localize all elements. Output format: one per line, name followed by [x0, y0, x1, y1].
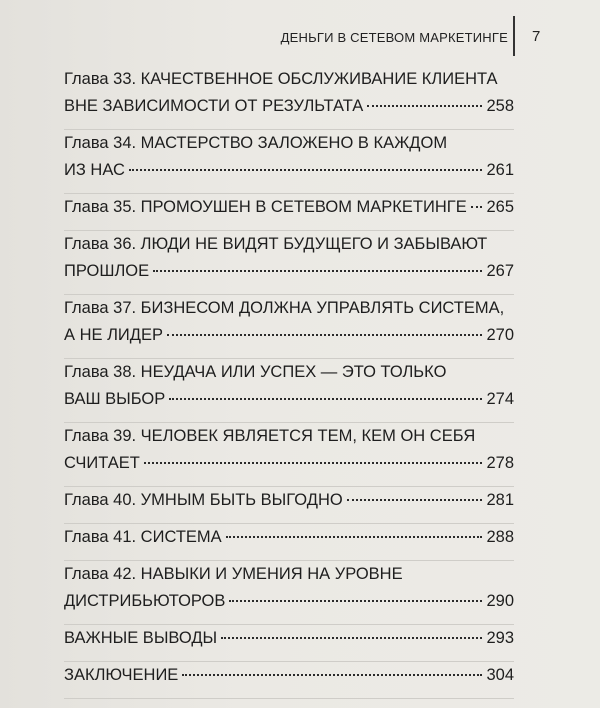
- toc-page-number: 304: [486, 666, 514, 684]
- leader-dots: [182, 673, 482, 676]
- toc-entry-chapter-39: [64, 423, 514, 487]
- leader-dots: [367, 104, 482, 107]
- table-of-contents: [64, 66, 514, 699]
- toc-entry-title: Глава 37. БИЗНЕСОМ ДОЛЖНА УПРАВЛЯТЬ СИСТЕМА,: [64, 299, 505, 317]
- toc-entry-title-cont: СЧИТАЕТ: [64, 454, 140, 472]
- toc-page-number: 293: [486, 629, 514, 647]
- toc-page-number: 290: [486, 592, 514, 610]
- toc-page-number: 278: [486, 454, 514, 472]
- toc-entry-title: Глава 33. КАЧЕСТВЕННОЕ ОБСЛУЖИВАНИЕ КЛИЕНТА: [64, 70, 498, 88]
- leader-dots: [129, 168, 483, 171]
- leader-dots: [221, 636, 482, 639]
- page-header: [0, 28, 600, 48]
- header-divider: [513, 16, 515, 56]
- toc-page-number: 261: [486, 161, 514, 179]
- toc-entry-title: Глава 38. НЕУДАЧА ИЛИ УСПЕХ — ЭТО ТОЛЬКО: [64, 363, 447, 381]
- toc-entry-chapter-41: [64, 524, 514, 561]
- toc-entry-title: ВАЖНЫЕ ВЫВОДЫ: [64, 629, 218, 647]
- toc-page-number: 281: [486, 491, 514, 509]
- toc-entry-chapter-33: [64, 66, 514, 130]
- toc-entry-key-conclusions: [64, 625, 514, 662]
- leader-dots: [347, 498, 483, 501]
- toc-page-number: 288: [486, 528, 514, 546]
- toc-page-number: 270: [486, 326, 514, 344]
- toc-entry-title: Глава 34. МАСТЕРСТВО ЗАЛОЖЕНО В КАЖДОМ: [64, 134, 448, 152]
- toc-entry-conclusion: [64, 662, 514, 699]
- toc-entry-chapter-35: [64, 194, 514, 231]
- page-number: 7: [532, 28, 541, 45]
- leader-dots: [144, 461, 483, 464]
- toc-entry-title: Глава 39. ЧЕЛОВЕК ЯВЛЯЕТСЯ ТЕМ, КЕМ ОН СЕБЯ: [64, 427, 476, 445]
- toc-entry-title: Глава 40. УМНЫМ БЫТЬ ВЫГОДНО: [64, 491, 343, 509]
- leader-dots: [226, 535, 483, 538]
- toc-entry-title-cont: А НЕ ЛИДЕР: [64, 326, 163, 344]
- toc-entry-title: Глава 41. СИСТЕМА: [64, 528, 222, 546]
- leader-dots: [229, 599, 482, 602]
- toc-entry-chapter-36: [64, 231, 514, 295]
- toc-entry-title: Глава 36. ЛЮДИ НЕ ВИДЯТ БУДУЩЕГО И ЗАБЫВАЮТ: [64, 235, 488, 253]
- toc-entry-chapter-34: [64, 130, 514, 194]
- toc-entry-title: Глава 42. НАВЫКИ И УМЕНИЯ НА УРОВНЕ: [64, 565, 403, 583]
- toc-entry-chapter-38: [64, 359, 514, 423]
- toc-entry-title-cont: ПРОШЛОЕ: [64, 262, 150, 280]
- toc-entry-title-cont: ВНЕ ЗАВИСИМОСТИ ОТ РЕЗУЛЬТАТА: [64, 97, 364, 115]
- toc-entry-title: ЗАКЛЮЧЕНИЕ: [64, 666, 179, 684]
- toc-entry-title-cont: ВАШ ВЫБОР: [64, 390, 166, 408]
- toc-page-number: 274: [486, 390, 514, 408]
- running-title: ДЕНЬГИ В СЕТЕВОМ МАРКЕТИНГЕ: [280, 30, 508, 45]
- toc-page-number: 267: [486, 262, 514, 280]
- toc-entry-title-cont: ИЗ НАС: [64, 161, 125, 179]
- toc-entry-chapter-40: [64, 487, 514, 524]
- leader-dots: [167, 333, 483, 336]
- toc-page-number: 258: [486, 97, 514, 115]
- toc-entry-chapter-42: [64, 561, 514, 625]
- leader-dots: [153, 269, 482, 272]
- toc-entry-title: Глава 35. ПРОМОУШЕН В СЕТЕВОМ МАРКЕТИНГЕ: [64, 198, 467, 216]
- toc-entry-chapter-37: [64, 295, 514, 359]
- leader-dots: [169, 397, 482, 400]
- toc-entry-title-cont: ДИСТРИБЬЮТОРОВ: [64, 592, 226, 610]
- leader-dots: [471, 205, 483, 208]
- toc-page-number: 265: [486, 198, 514, 216]
